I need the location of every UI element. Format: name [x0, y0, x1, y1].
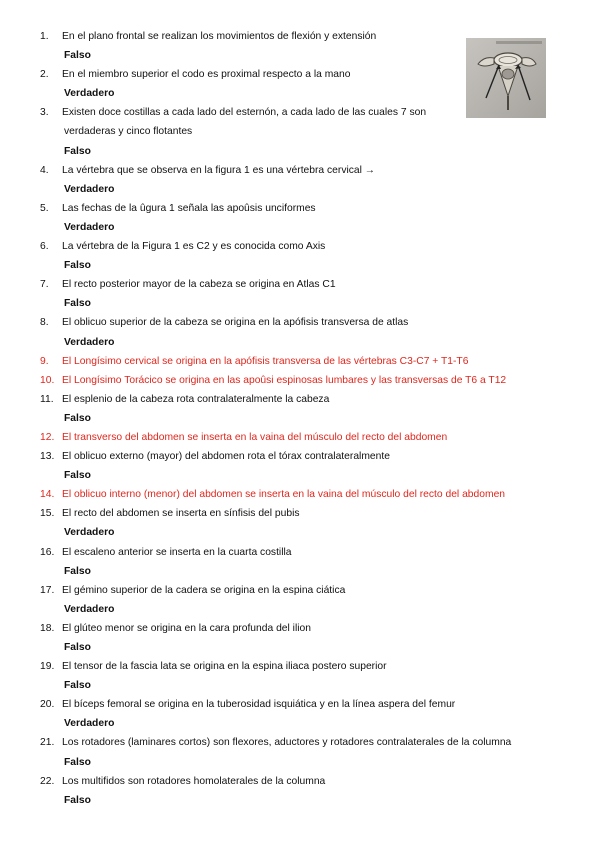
question-text: El recto del abdomen se inserta en sínfisis del pubis — [62, 508, 300, 520]
answer-label: Verdadero — [64, 603, 115, 615]
question-text: El escaleno anterior se inserta en la cuarta costilla — [62, 546, 292, 558]
question-text: Las fechas de la ûgura 1 señala las apoûsis unciformes — [62, 202, 316, 214]
question-number: 9. — [40, 355, 49, 367]
question-item — [40, 447, 585, 485]
question-text: El esplenio de la cabeza rota contralateralmente la cabeza — [62, 393, 330, 405]
question-text: El oblicuo superior de la cabeza se origina en la apófisis transversa de atlas — [62, 317, 409, 329]
question-text: La vértebra de la Figura 1 es C2 y es conocida como Axis — [62, 241, 326, 253]
answer-label: Falso — [64, 642, 91, 653]
question-text: Existen doce costillas a cada lado del esternón, a cada lado de las cuales 7 son — [62, 107, 427, 119]
question-number: 21. — [40, 737, 55, 749]
answer-label: Falso — [64, 794, 91, 806]
answer-label: Falso — [64, 298, 91, 310]
question-list — [40, 27, 585, 810]
question-number: 22. — [40, 775, 55, 787]
question-number: 14. — [40, 489, 55, 501]
question-item — [40, 390, 585, 428]
question-number: 2. — [40, 69, 49, 81]
question-item — [40, 543, 585, 581]
answer-label: Verdadero — [64, 527, 115, 539]
question-item — [40, 371, 585, 390]
answer-label: Falso — [64, 260, 91, 272]
question-item — [40, 237, 585, 275]
question-text: El bíceps femoral se origina en la tuberosidad isquiática y en la línea aspera del femur — [62, 699, 456, 711]
question-number: 16. — [40, 546, 55, 558]
question-number: 5. — [40, 202, 49, 214]
question-item — [40, 619, 585, 657]
answer-label: Falso — [64, 50, 91, 62]
question-text: Los rotadores (laminares cortos) son flexores, aductores y rotadores contralaterales de la columna — [62, 737, 512, 749]
question-number: 8. — [40, 317, 49, 329]
question-number: 1. — [40, 31, 49, 42]
question-text: El transverso del abdomen se inserta en la vaina del músculo del recto del abdomen — [62, 431, 448, 443]
answer-label: Falso — [64, 145, 91, 157]
question-number: 15. — [40, 508, 55, 520]
question-text: En el miembro superior el codo es proximal respecto a la mano — [62, 69, 351, 81]
question-text: El tensor de la fascia lata se origina en la espina iliaca postero superior — [62, 661, 387, 673]
question-number: 4. — [40, 164, 49, 176]
question-number: 18. — [40, 622, 55, 634]
question-item — [40, 485, 585, 504]
question-text: El Longísimo Torácico se origina en las apoûsi espinosas lumbares y las transversas de T6 a T12 — [62, 374, 507, 386]
vertebra-figure-photo — [466, 38, 546, 118]
question-item — [40, 657, 585, 695]
question-number: 11. — [40, 393, 54, 405]
answer-label: Falso — [64, 412, 91, 424]
question-item — [40, 733, 585, 771]
question-number: 10. — [40, 374, 55, 386]
question-item — [40, 161, 585, 199]
question-text: El glúteo menor se origina en la cara profunda del ilion — [62, 622, 311, 634]
question-item — [40, 695, 585, 733]
question-number: 7. — [40, 279, 49, 291]
question-number: 19. — [40, 661, 55, 673]
question-item — [40, 313, 585, 351]
question-text: El recto posterior mayor de la cabeza se origina en Atlas C1 — [62, 279, 336, 291]
question-text: El oblicuo externo (mayor) del abdomen rota el tórax contralateralmente — [62, 451, 390, 463]
question-number: 3. — [40, 107, 49, 119]
answer-label: Verdadero — [64, 183, 115, 195]
question-item — [40, 199, 585, 237]
question-item — [40, 772, 585, 810]
question-item — [40, 504, 585, 542]
answer-label: Falso — [64, 565, 91, 577]
question-text: En el plano frontal se realizan los movimientos de flexión y extensión — [62, 31, 377, 42]
answer-label: Verdadero — [64, 718, 115, 730]
question-text: El Longísimo cervical se origina en la apófisis transversa de las vértebras C3-C7 + T1-T6 — [62, 355, 469, 367]
question-text: El oblicuo interno (menor) del abdomen se inserta en la vaina del músculo del recto del abdomen — [62, 489, 506, 501]
question-item — [40, 275, 585, 313]
question-number: 13. — [40, 451, 55, 463]
answer-label: Falso — [64, 756, 91, 768]
answer-label: Verdadero — [64, 88, 115, 100]
question-item — [40, 428, 585, 447]
answer-label: Falso — [64, 470, 91, 482]
answer-label: Verdadero — [64, 336, 115, 348]
question-number: 6. — [40, 241, 49, 253]
question-text: La vértebra que se observa en la figura 1 es una vértebra cervical → — [62, 164, 376, 176]
question-number: 17. — [40, 584, 55, 596]
question-number: 20. — [40, 699, 55, 711]
question-text: Los multifidos son rotadores homolaterales de la columna — [62, 775, 326, 787]
question-text-continuation: verdaderas y cinco flotantes — [64, 126, 193, 138]
answer-label: Verdadero — [64, 221, 115, 233]
question-number: 12. — [40, 431, 55, 443]
question-item — [40, 581, 585, 619]
answer-label: Falso — [64, 680, 91, 692]
question-text: El gémino superior de la cadera se origina en la espina ciática — [62, 584, 346, 596]
question-item — [40, 352, 585, 371]
